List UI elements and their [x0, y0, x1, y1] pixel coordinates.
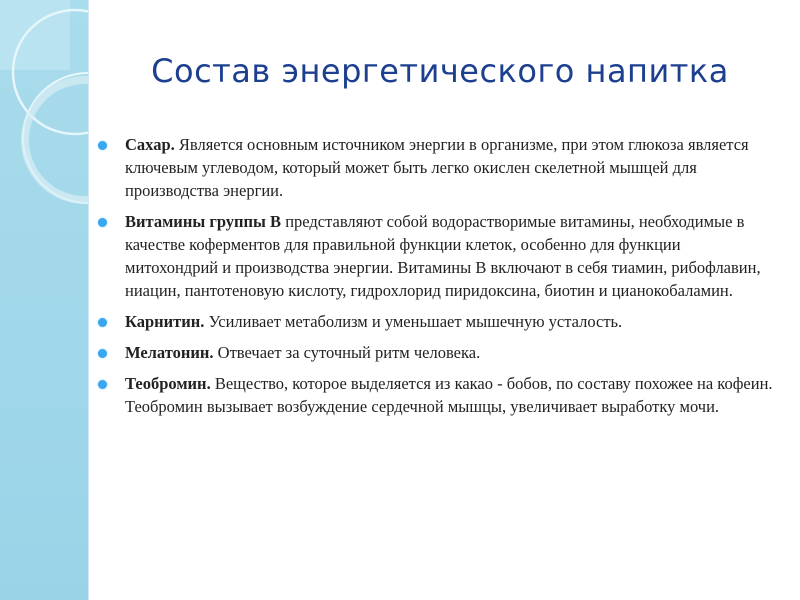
- item-text: Отвечает за суточный ритм человека.: [213, 343, 481, 362]
- bullet-icon: [98, 349, 107, 358]
- bullet-icon: [98, 218, 107, 227]
- bullet-icon: [98, 141, 107, 150]
- item-term: Сахар.: [125, 135, 175, 154]
- item-text: Вещество, которое выделяется из какао - бобов, по составу похожее на кофеин. Теобромин вызывает возбуждение сердечной мышцы, увеличивает выработку мочи.: [125, 374, 773, 416]
- bullet-icon: [98, 380, 107, 389]
- item-text: Является основным источником энергии в организме, при этом глюкоза является ключевым углеводом, который может быть легко окислен скелетной мышцей для производства энергии.: [125, 135, 749, 200]
- slide-title: Состав энергетического напитка: [151, 52, 729, 90]
- decorative-circles-icon: [0, 0, 88, 600]
- list-item: [98, 133, 774, 202]
- list-item: [98, 372, 774, 418]
- list-item: [98, 210, 774, 302]
- bullet-list: [98, 133, 774, 426]
- item-term: Карнитин.: [125, 312, 205, 331]
- item-term: Теобромин.: [125, 374, 211, 393]
- bullet-icon: [98, 318, 107, 327]
- decorative-sidebar: [0, 0, 89, 600]
- item-text: Усиливает метаболизм и уменьшает мышечную усталость.: [204, 312, 623, 331]
- list-item: [98, 341, 774, 364]
- item-term: Витамины группы В: [125, 212, 282, 231]
- item-text: представляют собой водорастворимые витамины, необходимые в качестве коферментов для правильной функции клеток, особенно для функции митохондрий и производства энергии. Витамины В включают в себя тиамин, рибофлавин, ниацин, пантотеновую кислоту, гидрохлорид пиридоксина, биотин и цианокобаламин.: [125, 212, 761, 300]
- list-item: [98, 310, 774, 333]
- item-term: Мелатонин.: [125, 343, 214, 362]
